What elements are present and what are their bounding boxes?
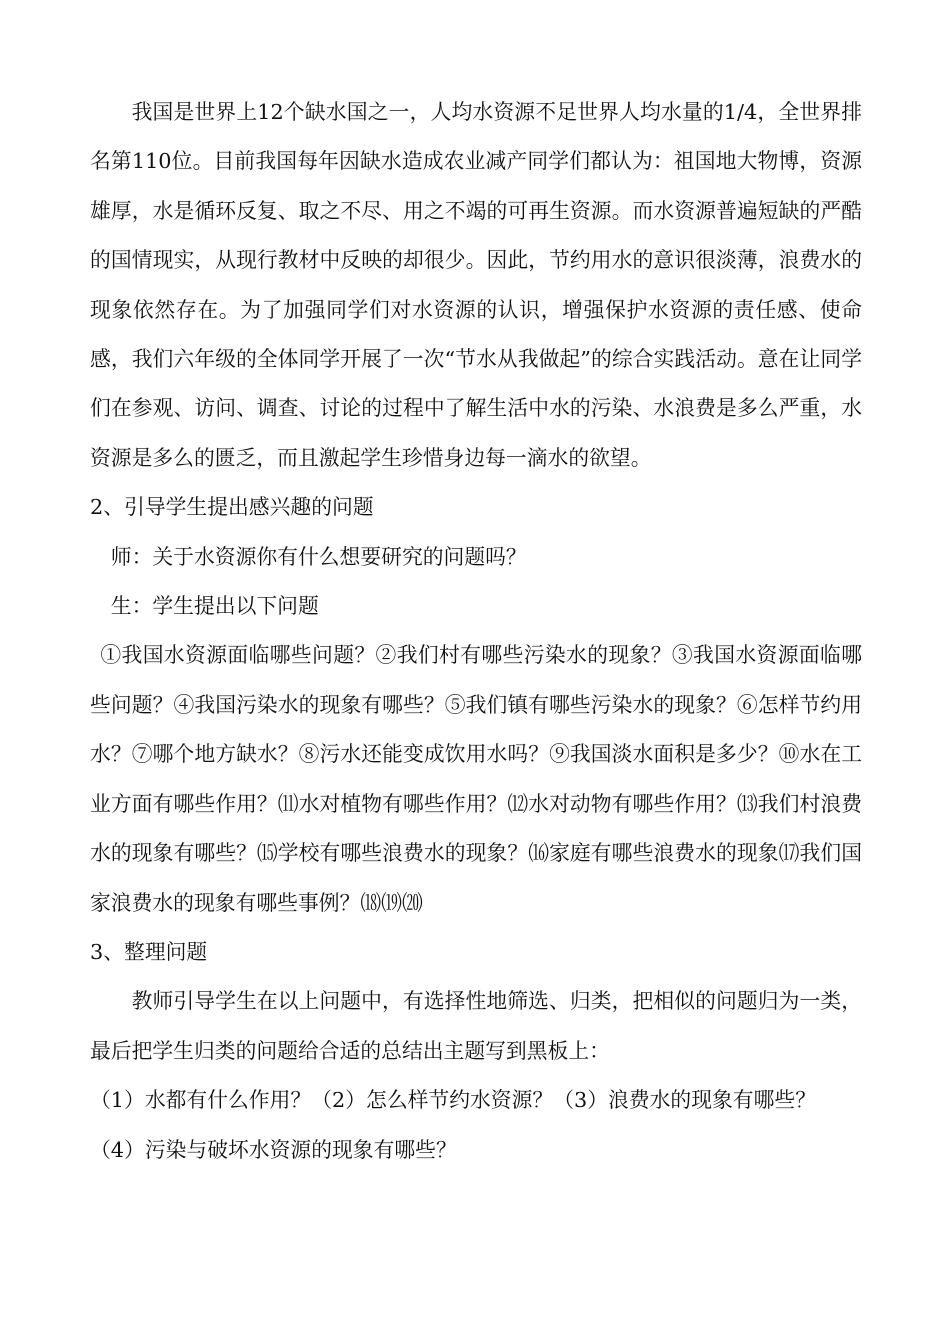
topics-line-1: （1）水都有什么作用？（2）怎么样节约水资源？（3）浪费水的现象有哪些？: [90, 1088, 816, 1113]
document-page: [90, 88, 862, 1175]
questions-paragraph: ①我国水资源面临哪些问题？②我们村有哪些污染水的现象？③我国水资源面临哪些问题？④我国污染水的现象有哪些？⑤我们镇有哪些污染水的现象？⑥怎样节约用水？⑦哪个地方缺水？⑧污水还能变成饮用水吗？⑨我国淡水面积是多少？⑩水在工业方面有哪些作用？⑾水对植物有哪些作用？⑿水对动物有哪些作用？⒀我们村浪费水的现象有哪些？⒂学校有哪些浪费水的现象？⒃家庭有哪些浪费水的现象⒄我们国家浪费水的现象有哪些事例？⒅⒆⒇: [90, 643, 862, 915]
section-3-body: 教师引导学生在以上问题中，有选择性地筛选、归类，把相似的问题归为一类，最后把学生归类的问题给合适的总结出主题写到黑板上：: [90, 989, 862, 1063]
section-2-heading: 2、引导学生提出感兴趣的问题: [90, 495, 374, 520]
section-3-heading: 3、整理问题: [90, 939, 208, 964]
teacher-line: 师：关于水资源你有什么想要研究的问题吗？: [110, 544, 527, 569]
topics-line-2: （4）污染与破坏水资源的现象有哪些？: [90, 1137, 457, 1162]
student-line: 生：学生提出以下问题: [110, 594, 319, 619]
intro-paragraph: 我国是世界上12个缺水国之一，人均水资源不足世界人均水量的1/4，全世界排名第110位。目前我国每年因缺水造成农业减产同学们都认为：祖国地大物博，资源雄厚，水是循环反复、取之不尽、用之不竭的可再生资源。而水资源普遍短缺的严酷的国情现实，从现行教材中反映的却很少。因此，节约用水的意识很淡薄，浪费水的现象依然存在。为了加强同学们对水资源的认识，增强保护水资源的责任感、使命感，我们六年级的全体同学开展了一次“节水从我做起”的综合实践活动。意在让同学们在参观、访问、调查、讨论的过程中了解生活中水的污染、水浪费是多么严重，水资源是多么的匮乏，而且激起学生珍惜身边每一滴水的欲望。: [90, 100, 862, 470]
